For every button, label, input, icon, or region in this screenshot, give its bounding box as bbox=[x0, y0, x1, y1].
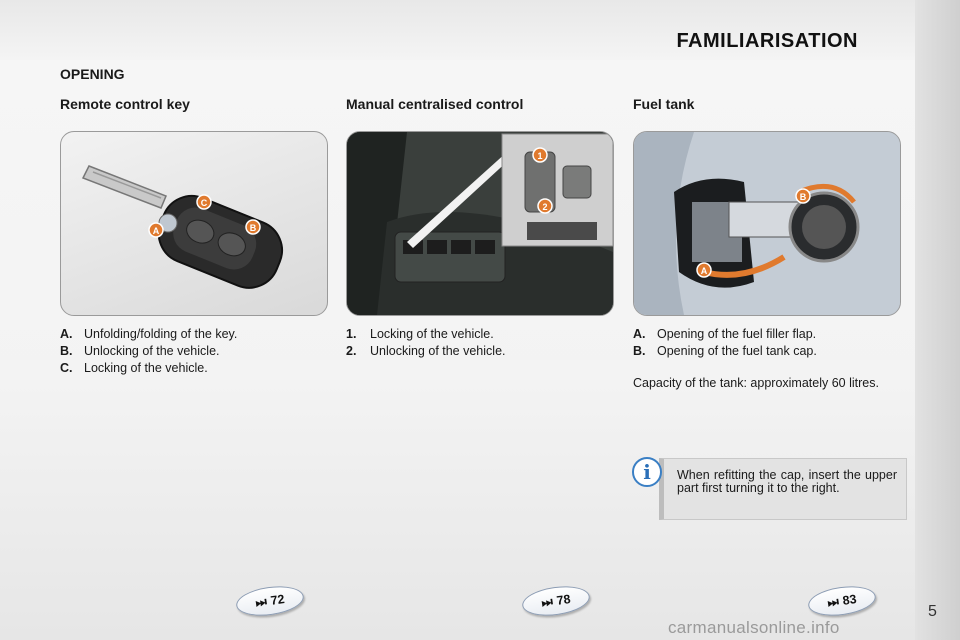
reference-page: 83 bbox=[841, 592, 858, 608]
watermark: carmanualsonline.info bbox=[668, 618, 840, 637]
info-note bbox=[659, 458, 907, 520]
list-item: A. Opening of the fuel filler flap. bbox=[633, 327, 817, 341]
skip-forward-icon: ⏭ bbox=[540, 594, 554, 610]
fuel-tank-list bbox=[633, 326, 817, 360]
photo-label-a bbox=[697, 263, 711, 277]
photo-label-2 bbox=[538, 199, 552, 213]
fuel-flap-illustration bbox=[634, 132, 900, 315]
list-item: B. Opening of the fuel tank cap. bbox=[633, 344, 817, 358]
svg-text:2: 2 bbox=[542, 202, 548, 212]
photo-label-c bbox=[197, 195, 211, 209]
remote-key-list bbox=[60, 326, 237, 377]
tank-capacity-text: Capacity of the tank: approximately 60 litres. bbox=[633, 376, 879, 390]
list-item: B. Unlocking of the vehicle. bbox=[60, 344, 220, 358]
svg-text:A: A bbox=[700, 266, 708, 276]
central-control-list bbox=[346, 326, 506, 360]
photo-label-b bbox=[796, 189, 810, 203]
photo-label-b bbox=[246, 220, 260, 234]
svg-text:B: B bbox=[249, 223, 257, 233]
photo-label-a bbox=[149, 223, 163, 237]
svg-text:C: C bbox=[200, 198, 208, 208]
remote-key-title: Remote control key bbox=[60, 96, 190, 112]
remote-key-photo bbox=[60, 131, 328, 316]
skip-forward-icon: ⏭ bbox=[826, 594, 840, 610]
list-item: 2. Unlocking of the vehicle. bbox=[346, 344, 506, 358]
svg-text:A: A bbox=[152, 226, 160, 236]
skip-forward-icon: ⏭ bbox=[254, 594, 268, 610]
page-edge-sidebar bbox=[915, 0, 960, 640]
svg-text:1: 1 bbox=[537, 151, 543, 161]
list-item: A. Unfolding/folding of the key. bbox=[60, 327, 238, 341]
reference-page: 72 bbox=[269, 592, 286, 608]
info-note-text: When refitting the cap, insert the upper part first turning it to the right. bbox=[677, 468, 897, 495]
fuel-tank-photo bbox=[633, 131, 901, 316]
central-control-photo bbox=[346, 131, 614, 316]
remote-key-illustration bbox=[61, 132, 327, 315]
chapter-title: FAMILIARISATION bbox=[676, 30, 858, 52]
photo-label-1 bbox=[533, 148, 547, 162]
svg-text:B: B bbox=[799, 192, 807, 202]
page-reference-83[interactable] bbox=[806, 582, 877, 619]
section-title: OPENING bbox=[60, 66, 125, 82]
page-number: 5 bbox=[928, 603, 937, 620]
page-reference-72[interactable] bbox=[234, 582, 305, 619]
list-item: C. Locking of the vehicle. bbox=[60, 361, 208, 375]
list-item: 1. Locking of the vehicle. bbox=[346, 327, 494, 341]
reference-page: 78 bbox=[555, 592, 572, 608]
page-reference-78[interactable] bbox=[520, 582, 591, 619]
info-icon: i bbox=[632, 457, 662, 487]
central-control-title: Manual centralised control bbox=[346, 96, 524, 112]
door-panel-illustration bbox=[347, 132, 613, 315]
fuel-tank-title: Fuel tank bbox=[633, 96, 695, 112]
